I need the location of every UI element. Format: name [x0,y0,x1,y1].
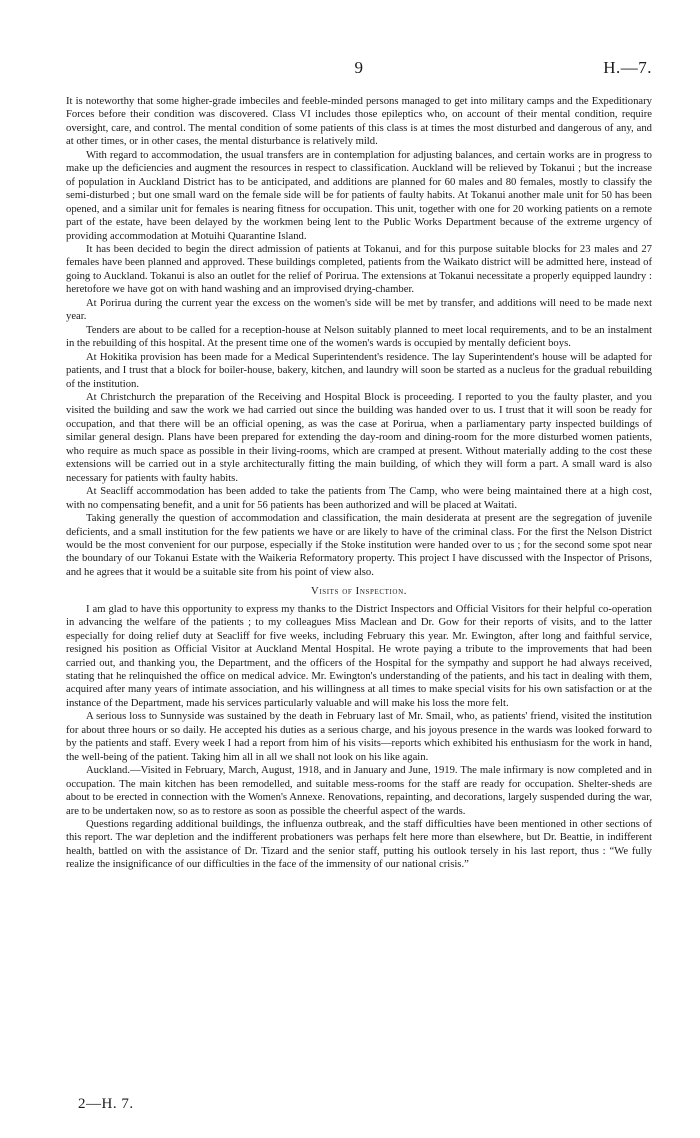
paragraph: Questions regarding additional buildings, the influenza outbreak, and the staff difficulties have been mentioned in other sections of this report. The war depletion and the indifferent probationers was perhaps felt here more than elsewhere, but Dr. Beattie, in indifferent health, battled on with the assistance of Dr. Tizard and the senior staff, putting his outlook tersely in his last report, thus : “We fully realize the insignificance of our difficulties in the face of the immensity of our national crisis.” [66,819,652,871]
paragraph: At Hokitika provision has been made for a Medical Superintendent's residence. The lay Superintendent's house will be adapted for patients, and I trust that a block for boiler-house, bakery, kitchen, and laundry will soon be started as a nucleus for the gradual rebuilding of the institution. [66,351,652,390]
paragraph: At Seacliff accommodation has been added to take the patients from The Camp, who were being maintained there at a high cost, with no compensating benefit, and a unit for 56 patients has been authorized and will be placed at Waitati. [66,486,652,511]
page-number: 9 [354,58,364,77]
paragraph: A serious loss to Sunnyside was sustained by the death in February last of Mr. Smail, who, as patients' friend, visited the institution for about three hours or so daily. He accepted his duties as a serious charge, and his joyous presence in the wards was looked forward to by the patients and staff. Every week I had a report from him of his visits—reports which exhibited his enthusiasm for the work in hand, the well-being of the patient. Taking him all in all we shall not look on his like again. [66,711,652,763]
footer-signature: 2—H. 7. [78,1096,134,1112]
section-heading: Visits of Inspection. [311,586,407,598]
paragraph: Auckland.—Visited in February, March, August, 1918, and in January and June, 1919. The male infirmary is now completed and in occupation. The main kitchen has been remodelled, and suitable mess-rooms for the staff are ready for occupation. Shelter-sheds are about to be erected in connection with the Women's Annexe. Renovations, repainting, and decorations, largely suspended during the war, are to be undertaken now, so as to restore as soon as possible the cheerful aspect of the wards. [66,765,652,817]
paper-reference: H.—7. [603,58,652,77]
paragraph: Taking generally the question of accommodation and classification, the main desiderata at present are the segregation of juvenile deficients, and a small institution for the few patients we have or are likely to have of the criminal class. For the first the Nelson District would be the most convenient for our purpose, especially if the Stoke institution were handed over to us ; for the second some spot near the boundary of our Tokanui Estate with the Waikeria Reformatory property. This project I have discussed with the Inspector of Prisons, and he agrees that it would be a suitable site from his point of view also. [66,513,652,578]
paragraph: It has been decided to begin the direct admission of patients at Tokanui, and for this purpose suitable blocks for 23 males and 27 females have been planned and approved. These buildings completed, patients from the Waikato district will be admitted here, instead of going to Auckland. Tokanui is also an outlet for the relief of Porirua. The extensions at Tokanui necessitate a properly equipped laundry : heretofore we have got on with hand washing and an improvised drying-chamber. [66,243,652,296]
paragraph: With regard to accommodation, the usual transfers are in contemplation for adjusting balances, and certain works are in progress to make up the deficiencies and augment the resources in respect to classification. Auckland will be relieved by Tokanui ; but the increase of population in Auckland District has to be anticipated, and additions are planned for 60 males and 80 females, mostly to classify the semi-disturbed ; but one small ward on the female side will be for patients of faulty habits. At Tokanui another male unit for 50 has been opened, and a similar unit for females is nearing fitness for occupation. This unit, together with one for 20 working patients on a remote part of the estate, have been delayed by the workmen being lent to the Public Works Department because of the extreme urgency of providing accommodation at Motuihi Quarantine Island. [66,149,652,242]
paragraph: I am glad to have this opportunity to express my thanks to the District Inspectors and Official Visitors for their helpful co-operation in advancing the welfare of the patients ; to my colleagues Miss Maclean and Dr. Gow for their reports of visits, and to the latter especially for doing relief duty at Seacliff for five weeks, including February this year. Mr. Ewington, after long and faithful service, resigned his position as Official Visitor at Auckland Mental Hospital. He wrote paying a tribute to the improvements that had been carried out, and thanking you, the Department, and the officers of the Hospital for the sympathy and support he had always received, stating that he relinquished the office on medical advice. Mr. Ewington's understanding of the patients, and his tact in dealing with them, acquired after many years of intimate association, and his willingness at all times to make special visits for his own satisfaction or at the instance of the Department, made his services particularly valuable and will make his loss the more felt. [66,603,652,709]
paragraph: Tenders are about to be called for a reception-house at Nelson suitably planned to meet local requirements, and to be an instalment in the rebuilding of this hospital. At the present time one of the women's wards is occupied by mentally deficient boys. [66,324,652,350]
paragraph: At Christchurch the preparation of the Receiving and Hospital Block is proceeding. I reported to you the faulty plaster, and you visited the building and saw the work we had carried out since the building was handed over to us. I trust that it will soon be ready for occupation, and that there will be an official opening, as was the case at Porirua, when a parliamentary party inspected buildings of similar general design. Plans have been prepared for extending the day-room and dining-room for the more disturbed women patients, who require as much space as possible in their living-rooms, which are cramped at present. Without materially adding to the cost these extensions will be carried out in a style architecturally fitting the main building, of which they will form a part. A small ward is also necessary for patients with faulty habits. [66,391,652,484]
report-body [66,95,652,872]
paragraph: It is noteworthy that some higher-grade imbeciles and feeble-minded persons managed to get into military camps and the Expeditionary Forces before their condition was discovered. Class VI includes those epileptics who, on account of their mental condition, require oversight, care, and control. The mental condition of some patients of this class is at times the most disturbed and dangerous of any, and at other times, or in other cases, the mental disturbance is relatively mild. [66,96,652,148]
paragraph: At Porirua during the current year the excess on the women's side will be met by transfer, and additions will need to be made next year. [66,297,652,323]
page-header [66,58,652,80]
